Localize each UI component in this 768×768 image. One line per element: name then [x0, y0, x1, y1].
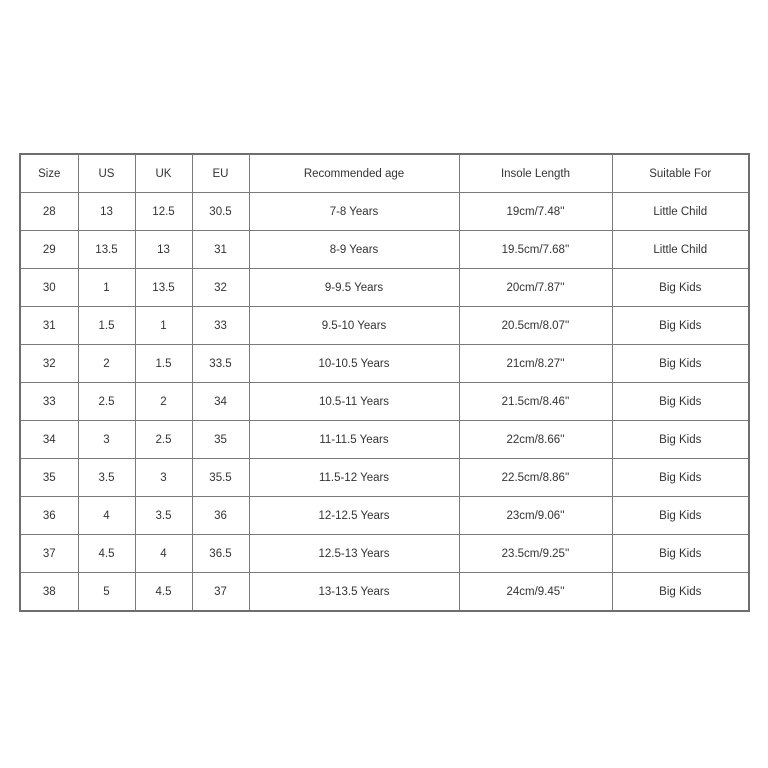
insole-length-cell: 23.5cm/9.25'' — [459, 535, 612, 573]
suitable-for-cell: Big Kids — [612, 383, 749, 421]
table-row — [20, 193, 749, 231]
size-cell: 33 — [20, 383, 78, 421]
table-row — [20, 231, 749, 269]
eu-size-cell: 33.5 — [192, 345, 249, 383]
table-row — [20, 535, 749, 573]
table-row — [20, 383, 749, 421]
recommended-age-cell: 9.5-10 Years — [249, 307, 459, 345]
table-row — [20, 573, 749, 612]
size-cell: 28 — [20, 193, 78, 231]
size-cell: 30 — [20, 269, 78, 307]
column-header-suitable-for: Suitable For — [612, 154, 749, 193]
insole-length-cell: 21cm/8.27'' — [459, 345, 612, 383]
eu-size-cell: 32 — [192, 269, 249, 307]
us-size-cell: 13 — [78, 193, 135, 231]
header-row — [20, 154, 749, 193]
eu-size-cell: 36 — [192, 497, 249, 535]
uk-size-cell: 12.5 — [135, 193, 192, 231]
recommended-age-cell: 10-10.5 Years — [249, 345, 459, 383]
suitable-for-cell: Big Kids — [612, 421, 749, 459]
insole-length-cell: 23cm/9.06'' — [459, 497, 612, 535]
recommended-age-cell: 13-13.5 Years — [249, 573, 459, 612]
uk-size-cell: 3 — [135, 459, 192, 497]
suitable-for-cell: Big Kids — [612, 459, 749, 497]
size-cell: 34 — [20, 421, 78, 459]
us-size-cell: 1 — [78, 269, 135, 307]
recommended-age-cell: 12.5-13 Years — [249, 535, 459, 573]
insole-length-cell: 22.5cm/8.86'' — [459, 459, 612, 497]
us-size-cell: 2.5 — [78, 383, 135, 421]
recommended-age-cell: 12-12.5 Years — [249, 497, 459, 535]
uk-size-cell: 1 — [135, 307, 192, 345]
suitable-for-cell: Little Child — [612, 193, 749, 231]
insole-length-cell: 24cm/9.45'' — [459, 573, 612, 612]
suitable-for-cell: Big Kids — [612, 497, 749, 535]
suitable-for-cell: Big Kids — [612, 269, 749, 307]
insole-length-cell: 22cm/8.66'' — [459, 421, 612, 459]
table-row — [20, 497, 749, 535]
suitable-for-cell: Big Kids — [612, 573, 749, 612]
us-size-cell: 13.5 — [78, 231, 135, 269]
us-size-cell: 4.5 — [78, 535, 135, 573]
eu-size-cell: 36.5 — [192, 535, 249, 573]
us-size-cell: 1.5 — [78, 307, 135, 345]
column-header-uk: UK — [135, 154, 192, 193]
size-cell: 32 — [20, 345, 78, 383]
us-size-cell: 2 — [78, 345, 135, 383]
recommended-age-cell: 7-8 Years — [249, 193, 459, 231]
column-header-recommended-age: Recommended age — [249, 154, 459, 193]
recommended-age-cell: 8-9 Years — [249, 231, 459, 269]
insole-length-cell: 21.5cm/8.46'' — [459, 383, 612, 421]
uk-size-cell: 13.5 — [135, 269, 192, 307]
uk-size-cell: 3.5 — [135, 497, 192, 535]
table-row — [20, 269, 749, 307]
size-cell: 37 — [20, 535, 78, 573]
suitable-for-cell: Little Child — [612, 231, 749, 269]
size-cell: 31 — [20, 307, 78, 345]
uk-size-cell: 13 — [135, 231, 192, 269]
eu-size-cell: 37 — [192, 573, 249, 612]
uk-size-cell: 4.5 — [135, 573, 192, 612]
insole-length-cell: 20cm/7.87'' — [459, 269, 612, 307]
us-size-cell: 4 — [78, 497, 135, 535]
us-size-cell: 3 — [78, 421, 135, 459]
us-size-cell: 3.5 — [78, 459, 135, 497]
uk-size-cell: 1.5 — [135, 345, 192, 383]
suitable-for-cell: Big Kids — [612, 535, 749, 573]
table-row — [20, 459, 749, 497]
column-header-insole-length: Insole Length — [459, 154, 612, 193]
insole-length-cell: 20.5cm/8.07'' — [459, 307, 612, 345]
uk-size-cell: 2.5 — [135, 421, 192, 459]
recommended-age-cell: 10.5-11 Years — [249, 383, 459, 421]
us-size-cell: 5 — [78, 573, 135, 612]
table-body — [20, 193, 749, 612]
suitable-for-cell: Big Kids — [612, 345, 749, 383]
insole-length-cell: 19cm/7.48'' — [459, 193, 612, 231]
table-row — [20, 421, 749, 459]
eu-size-cell: 35 — [192, 421, 249, 459]
eu-size-cell: 34 — [192, 383, 249, 421]
column-header-eu: EU — [192, 154, 249, 193]
column-header-us: US — [78, 154, 135, 193]
eu-size-cell: 35.5 — [192, 459, 249, 497]
table-row — [20, 307, 749, 345]
recommended-age-cell: 9-9.5 Years — [249, 269, 459, 307]
uk-size-cell: 4 — [135, 535, 192, 573]
table-row — [20, 345, 749, 383]
column-header-size: Size — [20, 154, 78, 193]
recommended-age-cell: 11-11.5 Years — [249, 421, 459, 459]
recommended-age-cell: 11.5-12 Years — [249, 459, 459, 497]
size-cell: 29 — [20, 231, 78, 269]
size-chart-table — [19, 153, 750, 612]
size-cell: 36 — [20, 497, 78, 535]
size-cell: 38 — [20, 573, 78, 612]
size-cell: 35 — [20, 459, 78, 497]
eu-size-cell: 31 — [192, 231, 249, 269]
insole-length-cell: 19.5cm/7.68'' — [459, 231, 612, 269]
eu-size-cell: 33 — [192, 307, 249, 345]
suitable-for-cell: Big Kids — [612, 307, 749, 345]
eu-size-cell: 30.5 — [192, 193, 249, 231]
uk-size-cell: 2 — [135, 383, 192, 421]
